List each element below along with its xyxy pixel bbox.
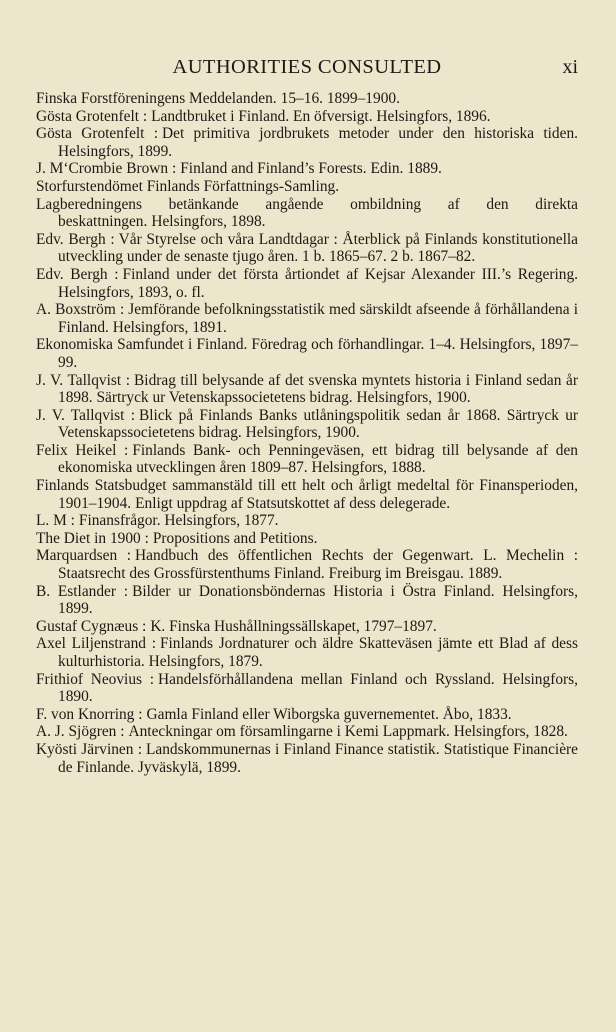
entry-author: Axel Liljenstrand : bbox=[36, 635, 156, 653]
entry-author: L. M : bbox=[36, 512, 75, 530]
entry-details: Finland and Finland’s Forests. Edin. 1889. bbox=[180, 160, 442, 178]
entry-author: Gustaf Cygnæus : bbox=[36, 617, 147, 635]
entry-details: Gamla Finland eller Wiborgska guvernementet. Åbo, 1833. bbox=[146, 705, 512, 723]
entry-details: Jemförande befolkningsstatistik med särskildt afseende å förhållandena i Finland. Helsingfors, 1891. bbox=[58, 301, 578, 336]
entry-author: Marquardsen : bbox=[36, 547, 132, 565]
bibliography-entry bbox=[36, 196, 578, 231]
entry-details: Helsingfors, 1898. bbox=[151, 213, 266, 231]
entry-author: B. Estlander : bbox=[36, 582, 129, 600]
entry-author: Finska Forstföreningens Meddelanden. bbox=[36, 90, 277, 107]
entry-details: Anteckningar om församlingarne i Kemi Lappmark. Helsingfors, 1828. bbox=[128, 723, 568, 741]
entry-author: F. von Knorring : bbox=[36, 705, 143, 723]
bibliography-entry bbox=[36, 336, 578, 371]
bibliography-entry bbox=[36, 301, 578, 336]
entry-author: Gösta Grotenfelt : bbox=[36, 125, 159, 143]
bibliography-entry bbox=[36, 671, 578, 706]
bibliography-list bbox=[36, 90, 578, 776]
entry-author: Felix Heikel : bbox=[36, 441, 129, 459]
page-number: xi bbox=[562, 56, 578, 78]
entry-details: Landtbruket i Finland. En öfversigt. Helsingfors, 1896. bbox=[151, 107, 491, 125]
entry-details: Det primitiva jordbrukets metoder under den historiska tiden. Helsingfors, 1899. bbox=[58, 125, 579, 160]
entry-details: Blick på Finlands Banks utlåningspolitik sedan år 1868. Särtryck ur Vetenskapssocietetens bidrag. Helsingfors, 1900. bbox=[58, 406, 579, 442]
entry-author: Edv. Bergh : bbox=[36, 230, 115, 248]
bibliography-entry bbox=[36, 741, 578, 776]
bibliography-entry bbox=[36, 231, 578, 266]
entry-author: Edv. Bergh : bbox=[36, 265, 119, 283]
bibliography-entry bbox=[36, 442, 578, 477]
entry-author: J. M‘Crombie Brown : bbox=[36, 160, 177, 178]
entry-details: Bilder ur Donationsböndernas Historia i Östra Finland. Helsingfors, 1899. bbox=[58, 582, 578, 618]
entry-author: A. Boxström : bbox=[36, 301, 125, 319]
entry-details: Finlands Bank- och Penningeväsen, ett bidrag till belysande af den ekonomiska utvecklingen åren 1809–87. Helsingfors, 1888. bbox=[58, 441, 578, 477]
entry-details: Handelsförhållandena mellan Finland och Ryssland. Helsingfors, 1890. bbox=[58, 670, 578, 706]
entry-author: The Diet in 1900 : bbox=[36, 529, 149, 547]
entry-details: Enligt uppdrag af Statsutskottet af dess delegerade. bbox=[135, 494, 451, 512]
bibliography-entry bbox=[36, 583, 578, 618]
bibliography-entry bbox=[36, 530, 578, 548]
entry-details: Vår Styrelse och våra Landtdagar : Återblick på Finlands konstitutionella utveckling under de senaste tjugo åren. 1 b. 1865–67. 2 b. 1867–82. bbox=[58, 230, 578, 266]
bibliography-entry bbox=[36, 512, 578, 530]
bibliography-entry bbox=[36, 372, 578, 407]
bibliography-entry bbox=[36, 477, 578, 512]
bibliography-entry bbox=[36, 407, 578, 442]
entry-details: K. Finska Hushållningssällskapet, 1797–1897. bbox=[150, 617, 437, 635]
entry-author: Lagberedningens betänkande angående ombildning af den direkta beskattningen. bbox=[36, 195, 578, 231]
entry-author: Kyösti Järvinen : bbox=[36, 740, 142, 758]
bibliography-entry bbox=[36, 90, 578, 108]
bibliography-entry bbox=[36, 266, 578, 301]
bibliography-entry bbox=[36, 547, 578, 582]
bibliography-entry bbox=[36, 723, 578, 741]
bibliography-entry bbox=[36, 706, 578, 724]
entry-author: J. V. Tallqvist : bbox=[36, 406, 135, 424]
page-header bbox=[36, 56, 578, 80]
bibliography-entry bbox=[36, 178, 578, 196]
entry-details: Propositions and Petitions. bbox=[152, 529, 318, 547]
entry-author: A. J. Sjögren : bbox=[36, 723, 125, 741]
entry-details: Landskommunernas i Finland Finance statistik. Statistique Financière de Finlande. Jyväskylä, 1899. bbox=[58, 740, 578, 776]
entry-details: Finland under det första årtiondet af Kejsar Alexander III.’s Regering. Helsingfors, 1893, o. fl. bbox=[58, 265, 578, 301]
entry-author: Ekonomiska Samfundet i Finland. bbox=[36, 336, 248, 354]
entry-author: Frithiof Neovius : bbox=[36, 670, 154, 688]
entry-author: J. V. Tallqvist : bbox=[36, 371, 131, 389]
entry-details: Föredrag och förhandlingar. 1–4. Helsingfors, 1897–99. bbox=[58, 336, 578, 371]
entry-details: Bidrag till belysande af det svenska myntets historia i Finland sedan år 1898. Särtryck ur Vetenskapssocietetens bidrag. Helsingfors, 1900. bbox=[58, 371, 579, 407]
entry-author: Finlands Statsbudget sammanstäld till ett helt och årligt medeltal för Finansperioden, 1901–1904. bbox=[36, 477, 578, 512]
entry-details: Handbuch des öffentlichen Rechts der Gegenwart. L. Mechelin : Staatsrecht des Grossfürstenthums Finland. Freiburg im Breisgau. 1889. bbox=[58, 547, 578, 583]
bibliography-entry bbox=[36, 635, 578, 670]
entry-details: Finansfrågor. Helsingfors, 1877. bbox=[78, 512, 279, 530]
bibliography-entry bbox=[36, 108, 578, 126]
entry-author: Gösta Grotenfelt : bbox=[36, 107, 148, 125]
bibliography-entry bbox=[36, 160, 578, 178]
bibliography-entry bbox=[36, 618, 578, 636]
entry-details: Finlands Jordnaturer och äldre Skatteväsen jämte ett Blad af dess kulturhistoria. Helsingfors, 1879. bbox=[58, 635, 578, 670]
bibliography-entry bbox=[36, 125, 578, 160]
entry-details: 15–16. 1899–1900. bbox=[280, 90, 400, 107]
entry-author: Storfurstendömet Finlands Författnings-Samling. bbox=[36, 177, 340, 195]
running-title: AUTHORITIES CONSULTED bbox=[172, 56, 442, 78]
